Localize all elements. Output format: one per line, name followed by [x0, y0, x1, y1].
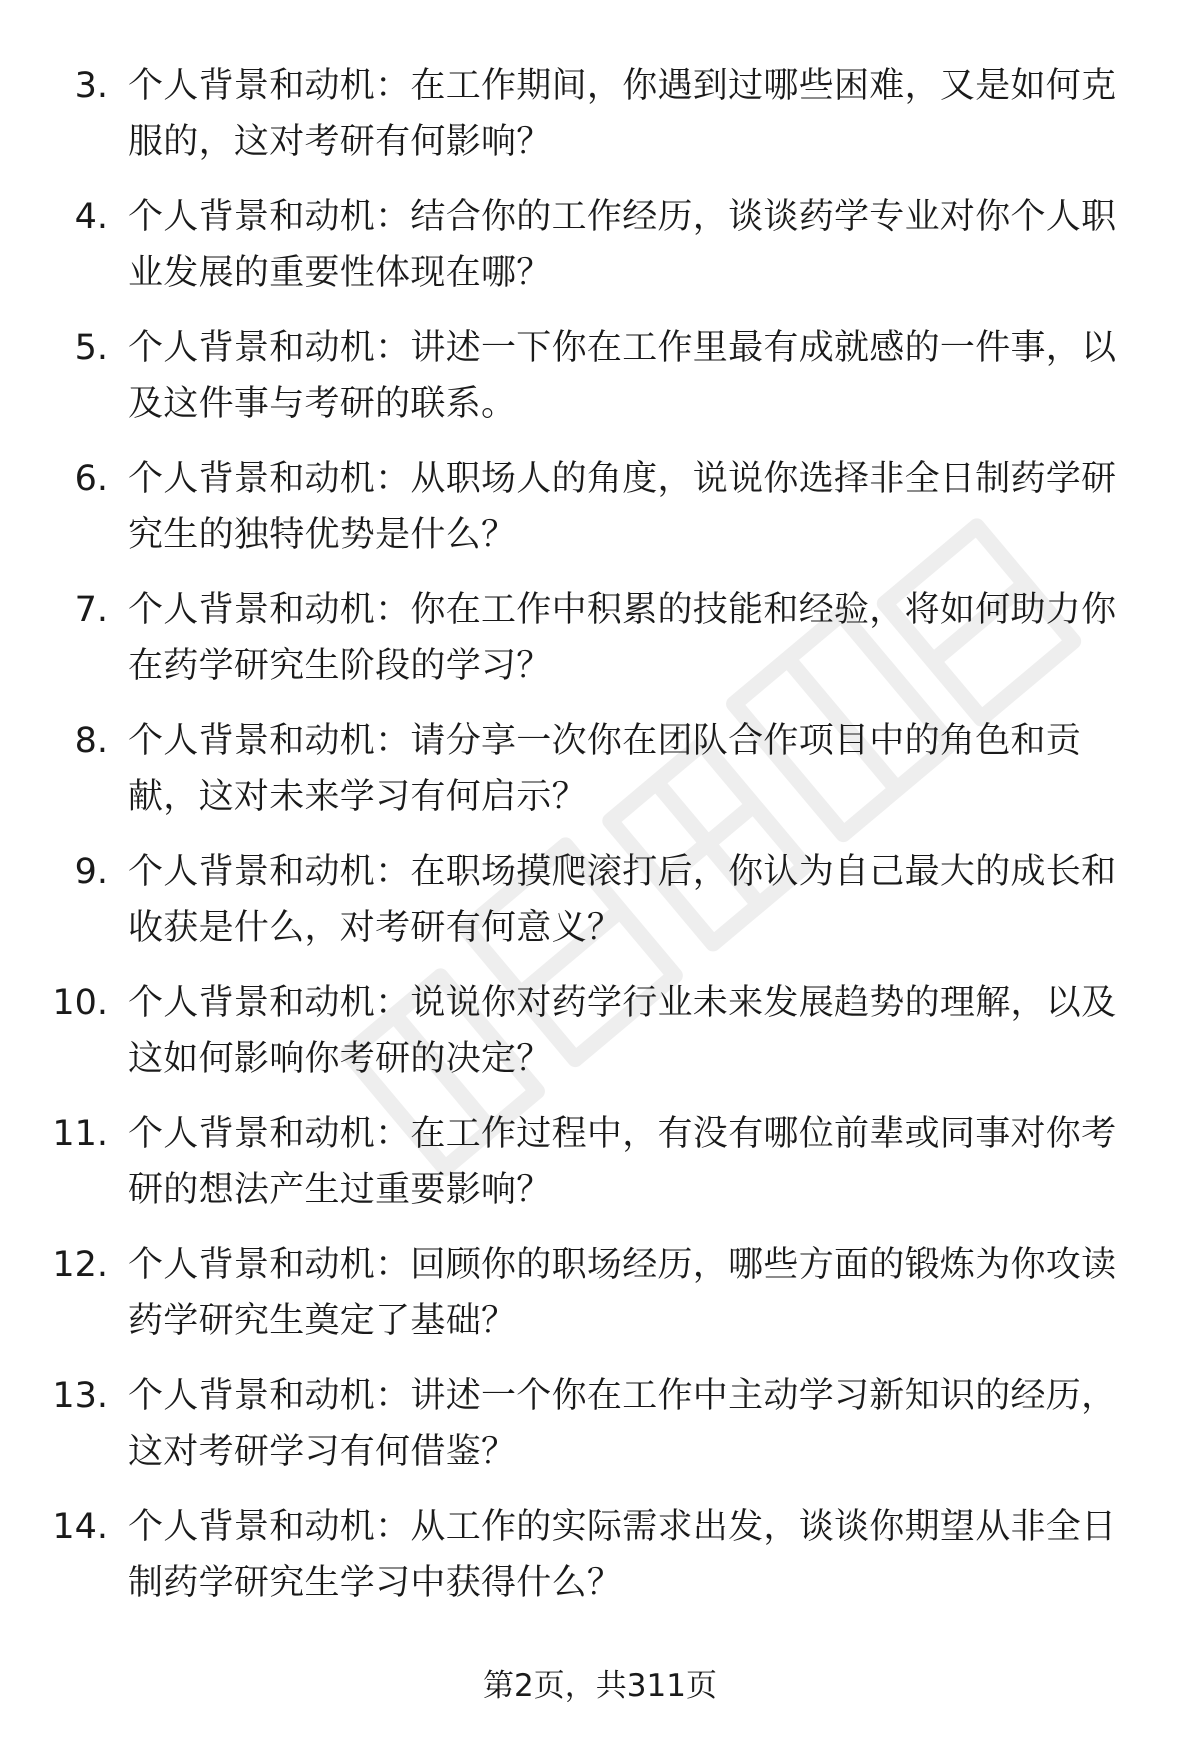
list-item [0, 713, 1200, 844]
question-text: 个人背景和动机：你在工作中积累的技能和经验，将如何助力你在药学研究生阶段的学习？ [128, 590, 1117, 686]
list-item [0, 1237, 1200, 1368]
question-text: 个人背景和动机：从工作的实际需求出发，谈谈你期望从非全日制药学研究生学习中获得什么？ [128, 1507, 1117, 1603]
question-list [0, 58, 1200, 1630]
question-text: 个人背景和动机：在职场摸爬滚打后，你认为自己最大的成长和收获是什么，对考研有何意义？ [128, 852, 1117, 948]
list-item [0, 189, 1200, 320]
list-item [0, 1499, 1200, 1630]
list-item [0, 1106, 1200, 1237]
question-text: 个人背景和动机：在工作期间，你遇到过哪些困难，又是如何克服的，这对考研有何影响？ [128, 66, 1117, 162]
question-text: 个人背景和动机：讲述一下你在工作里最有成就感的一件事，以及这件事与考研的联系。 [128, 328, 1117, 424]
question-number: 4. [74, 197, 108, 237]
question-number: 12. [52, 1245, 108, 1285]
question-number: 3. [74, 66, 108, 106]
question-number: 13. [52, 1376, 108, 1416]
list-item [0, 844, 1200, 975]
list-item [0, 582, 1200, 713]
question-number: 5. [74, 328, 108, 368]
list-item [0, 58, 1200, 189]
question-text: 个人背景和动机：在工作过程中，有没有哪位前辈或同事对你考研的想法产生过重要影响？ [128, 1114, 1117, 1210]
question-number: 6. [74, 459, 108, 499]
list-item [0, 975, 1200, 1106]
question-number: 11. [52, 1114, 108, 1154]
question-text: 个人背景和动机：讲述一个你在工作中主动学习新知识的经历，这对考研学习有何借鉴？ [128, 1376, 1117, 1472]
question-number: 10. [52, 983, 108, 1023]
list-item [0, 1368, 1200, 1499]
question-number: 14. [52, 1507, 108, 1547]
question-text: 个人背景和动机：回顾你的职场经历，哪些方面的锻炼为你攻读药学研究生奠定了基础？ [128, 1245, 1117, 1341]
question-text: 个人背景和动机：请分享一次你在团队合作项目中的角色和贡献，这对未来学习有何启示？ [128, 721, 1082, 817]
list-item [0, 451, 1200, 582]
question-text: 个人背景和动机：结合你的工作经历，谈谈药学专业对你个人职业发展的重要性体现在哪？ [128, 197, 1117, 293]
page-number-footer: 第2页，共311页 [483, 1668, 717, 1704]
question-number: 7. [74, 590, 108, 630]
question-text: 个人背景和动机：说说你对药学行业未来发展趋势的理解，以及这如何影响你考研的决定？ [128, 983, 1117, 1079]
question-text: 个人背景和动机：从职场人的角度，说说你选择非全日制药学研究生的独特优势是什么？ [128, 459, 1117, 555]
question-number: 9. [74, 852, 108, 892]
list-item [0, 320, 1200, 451]
question-number: 8. [74, 721, 108, 761]
